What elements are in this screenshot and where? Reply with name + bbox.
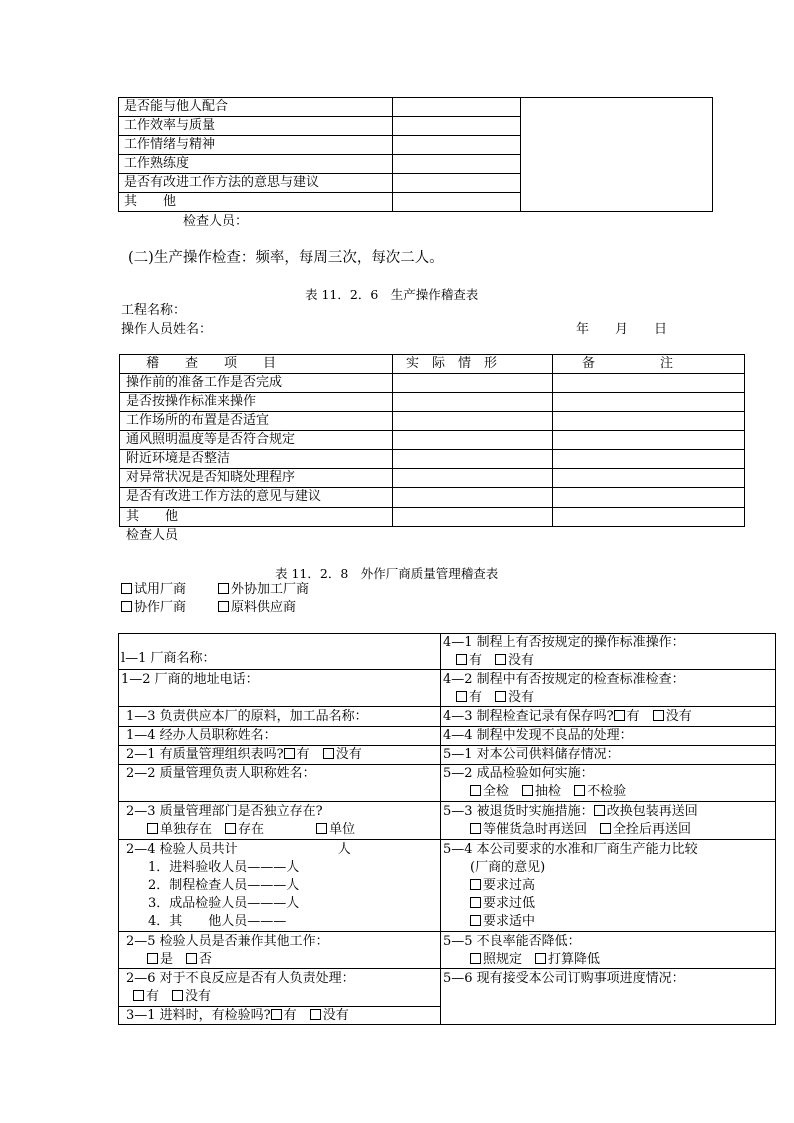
qc-manager-field: 2—2 质量管理负责人职称姓名： [126,766,316,781]
vendor-type-trial[interactable]: 试用厂商 [121,581,186,599]
checkbox-icon[interactable] [147,823,158,834]
checkbox-icon [470,915,481,926]
checkbox-icon [121,601,132,612]
defect-handler-question: 2—6 对于不良反应是否有人负责处理： [126,971,355,986]
operator-name-label: 操作人员姓名： [121,322,213,337]
table1-row: 工作情绪与精神 [124,137,216,152]
table1-inspector: 检查人员： [183,214,249,229]
table2-caption: 表 11．2．6 生产操作稽查表 [305,287,479,302]
capability-question: 5—4 本公司要求的水准和厂商生产能力比较 [443,842,698,857]
process-standard-question: 4—1 制程上有否按规定的操作标准操作： [443,635,685,650]
checkbox-icon[interactable] [310,1009,321,1020]
table2-header-item: 稽 查 项 目 [146,356,277,371]
checkbox-icon[interactable] [470,823,481,834]
table2-header-actual: 实 际 情 形 [406,356,498,371]
defect-rate-options: 照规定 打算降低 [470,951,600,969]
storage-condition-field: 5—1 对本公司供料储存情况： [443,747,620,762]
table2-row: 是否有改进工作方法的意见与建议 [126,489,322,504]
vendor-type-outsourced[interactable]: 外协加工厂商 [218,581,309,599]
table2-row: 对异常状况是否知晓处理程序 [126,470,296,485]
checkbox-icon [121,583,132,594]
table2-row: 附近环境是否整洁 [126,451,231,466]
checkbox-icon[interactable] [535,953,546,964]
table3-caption: 表 11．2．8 外作厂商质量管理稽查表 [275,566,499,581]
checkbox-icon[interactable] [470,785,481,796]
qc-dept-options: 单独存在 存在 单位 [147,821,355,839]
defect-handler-options: 有 没有 [133,988,211,1006]
checkbox-icon[interactable] [323,748,334,759]
checkbox-icon[interactable] [186,953,197,964]
checkbox-icon[interactable] [316,823,327,834]
checkbox-icon[interactable] [600,823,611,834]
inspector-count-line: 2．制程检查人员———人 [148,878,300,893]
capability-note: (厂商的意见) [470,860,546,875]
inspector-count-line: 3．成品检验人员———人 [148,896,300,911]
final-inspection-question: 5—2 成品检验如何实施： [443,766,594,781]
checkbox-icon[interactable] [133,990,144,1001]
checkbox-icon[interactable] [653,710,664,721]
checkbox-icon [470,897,481,908]
vendor-type-material[interactable]: 原料供应商 [218,599,296,617]
table2-row: 工作场所的布置是否适宜 [126,413,270,428]
process-standard-options: 有 没有 [456,652,534,670]
inspector-dual-options: 是 否 [147,951,212,969]
capability-option[interactable]: 要求过高 [470,877,535,895]
vendor-address-field: 1—2 厂商的地址电话： [121,672,259,687]
table1-row: 其 他 [124,194,177,209]
table1-row: 工作效率与质量 [124,118,216,133]
inspector-count-line: 4．其 他人员——— [148,914,287,929]
table2-row: 是否按操作标准来操作 [126,394,257,409]
checkbox-icon[interactable] [495,691,506,702]
checkbox-icon[interactable] [574,785,585,796]
checkbox-icon[interactable] [271,1009,282,1020]
checkbox-icon[interactable] [147,953,158,964]
qc-dept-question: 2—3 质量管理部门是否独立存在? [126,804,323,819]
handler-name-field: 1—4 经办人员职称姓名： [126,728,277,743]
checkbox-icon [470,879,481,890]
process-check-question: 4—2 制程中有否按规定的检查标准检查： [443,672,685,687]
capability-option[interactable]: 要求过低 [470,895,535,913]
checkbox-icon[interactable] [614,710,625,721]
checkbox-icon[interactable] [594,805,605,816]
inspector-count-question: 2—4 检验人员共计 人 [126,842,351,857]
qc-org-question: 2—1 有质量管理组织表吗? 有 没有 [126,747,362,762]
table2-row: 其 他 [126,509,179,524]
checkbox-icon [218,583,229,594]
final-inspection-options: 全检 抽检 不检验 [470,783,626,801]
table1-row: 是否能与他人配合 [124,99,229,114]
table2-inspector: 检查人员 [126,528,179,543]
return-measure-options: 等催货急时再送回 全拴后再送回 [470,821,691,839]
section-heading: (二)生产操作检查：频率，每周三次，每次二人。 [128,250,444,266]
checkbox-icon[interactable] [284,748,295,759]
table1-row: 是否有改进工作方法的意思与建议 [124,175,320,190]
inspector-count-line: 1．进料验收人员———人 [148,860,300,875]
vendor-name-field: l—1 厂商名称： [121,651,216,666]
checkbox-icon[interactable] [470,953,481,964]
table2-row: 操作前的准备工作是否完成 [126,375,283,390]
process-record-question: 4—3 制程检查记录有保存吗? 有 没有 [443,709,692,724]
order-progress-field: 5—6 现有接受本公司订购事项进度情况： [443,971,685,986]
checkbox-icon[interactable] [225,823,236,834]
date-label: 年 月 日 [576,322,668,337]
table2-header-remark: 备 注 [582,356,674,371]
project-name-label: 工程名称： [121,303,187,318]
checkbox-icon[interactable] [456,691,467,702]
table1-row: 工作熟练度 [124,156,190,171]
defect-rate-question: 5—5 不良率能否降低： [443,934,581,949]
checkbox-icon[interactable] [456,654,467,665]
supply-material-field: 1—3 负责供应本厂的原料，加工品名称： [126,709,368,724]
return-measure-question: 5—3 被退货时实施措施： 改换包装再送回 [443,804,698,819]
incoming-inspection-question: 3—1 进料时，有检验吗? 有 没有 [126,1008,349,1023]
checkbox-icon[interactable] [495,654,506,665]
checkbox-icon[interactable] [172,990,183,1001]
checkbox-icon[interactable] [522,785,533,796]
capability-option[interactable]: 要求适中 [470,913,535,931]
vendor-type-cooperative[interactable]: 协作厂商 [121,599,186,617]
table2-row: 通风照明温度等是否符合规定 [126,432,296,447]
process-check-options: 有 没有 [456,689,534,707]
defect-process-field: 4—4 制程中发现不良品的处理： [443,728,633,743]
inspector-dual-question: 2—5 检验人员是否兼作其他工作： [126,934,329,949]
checkbox-icon [218,601,229,612]
